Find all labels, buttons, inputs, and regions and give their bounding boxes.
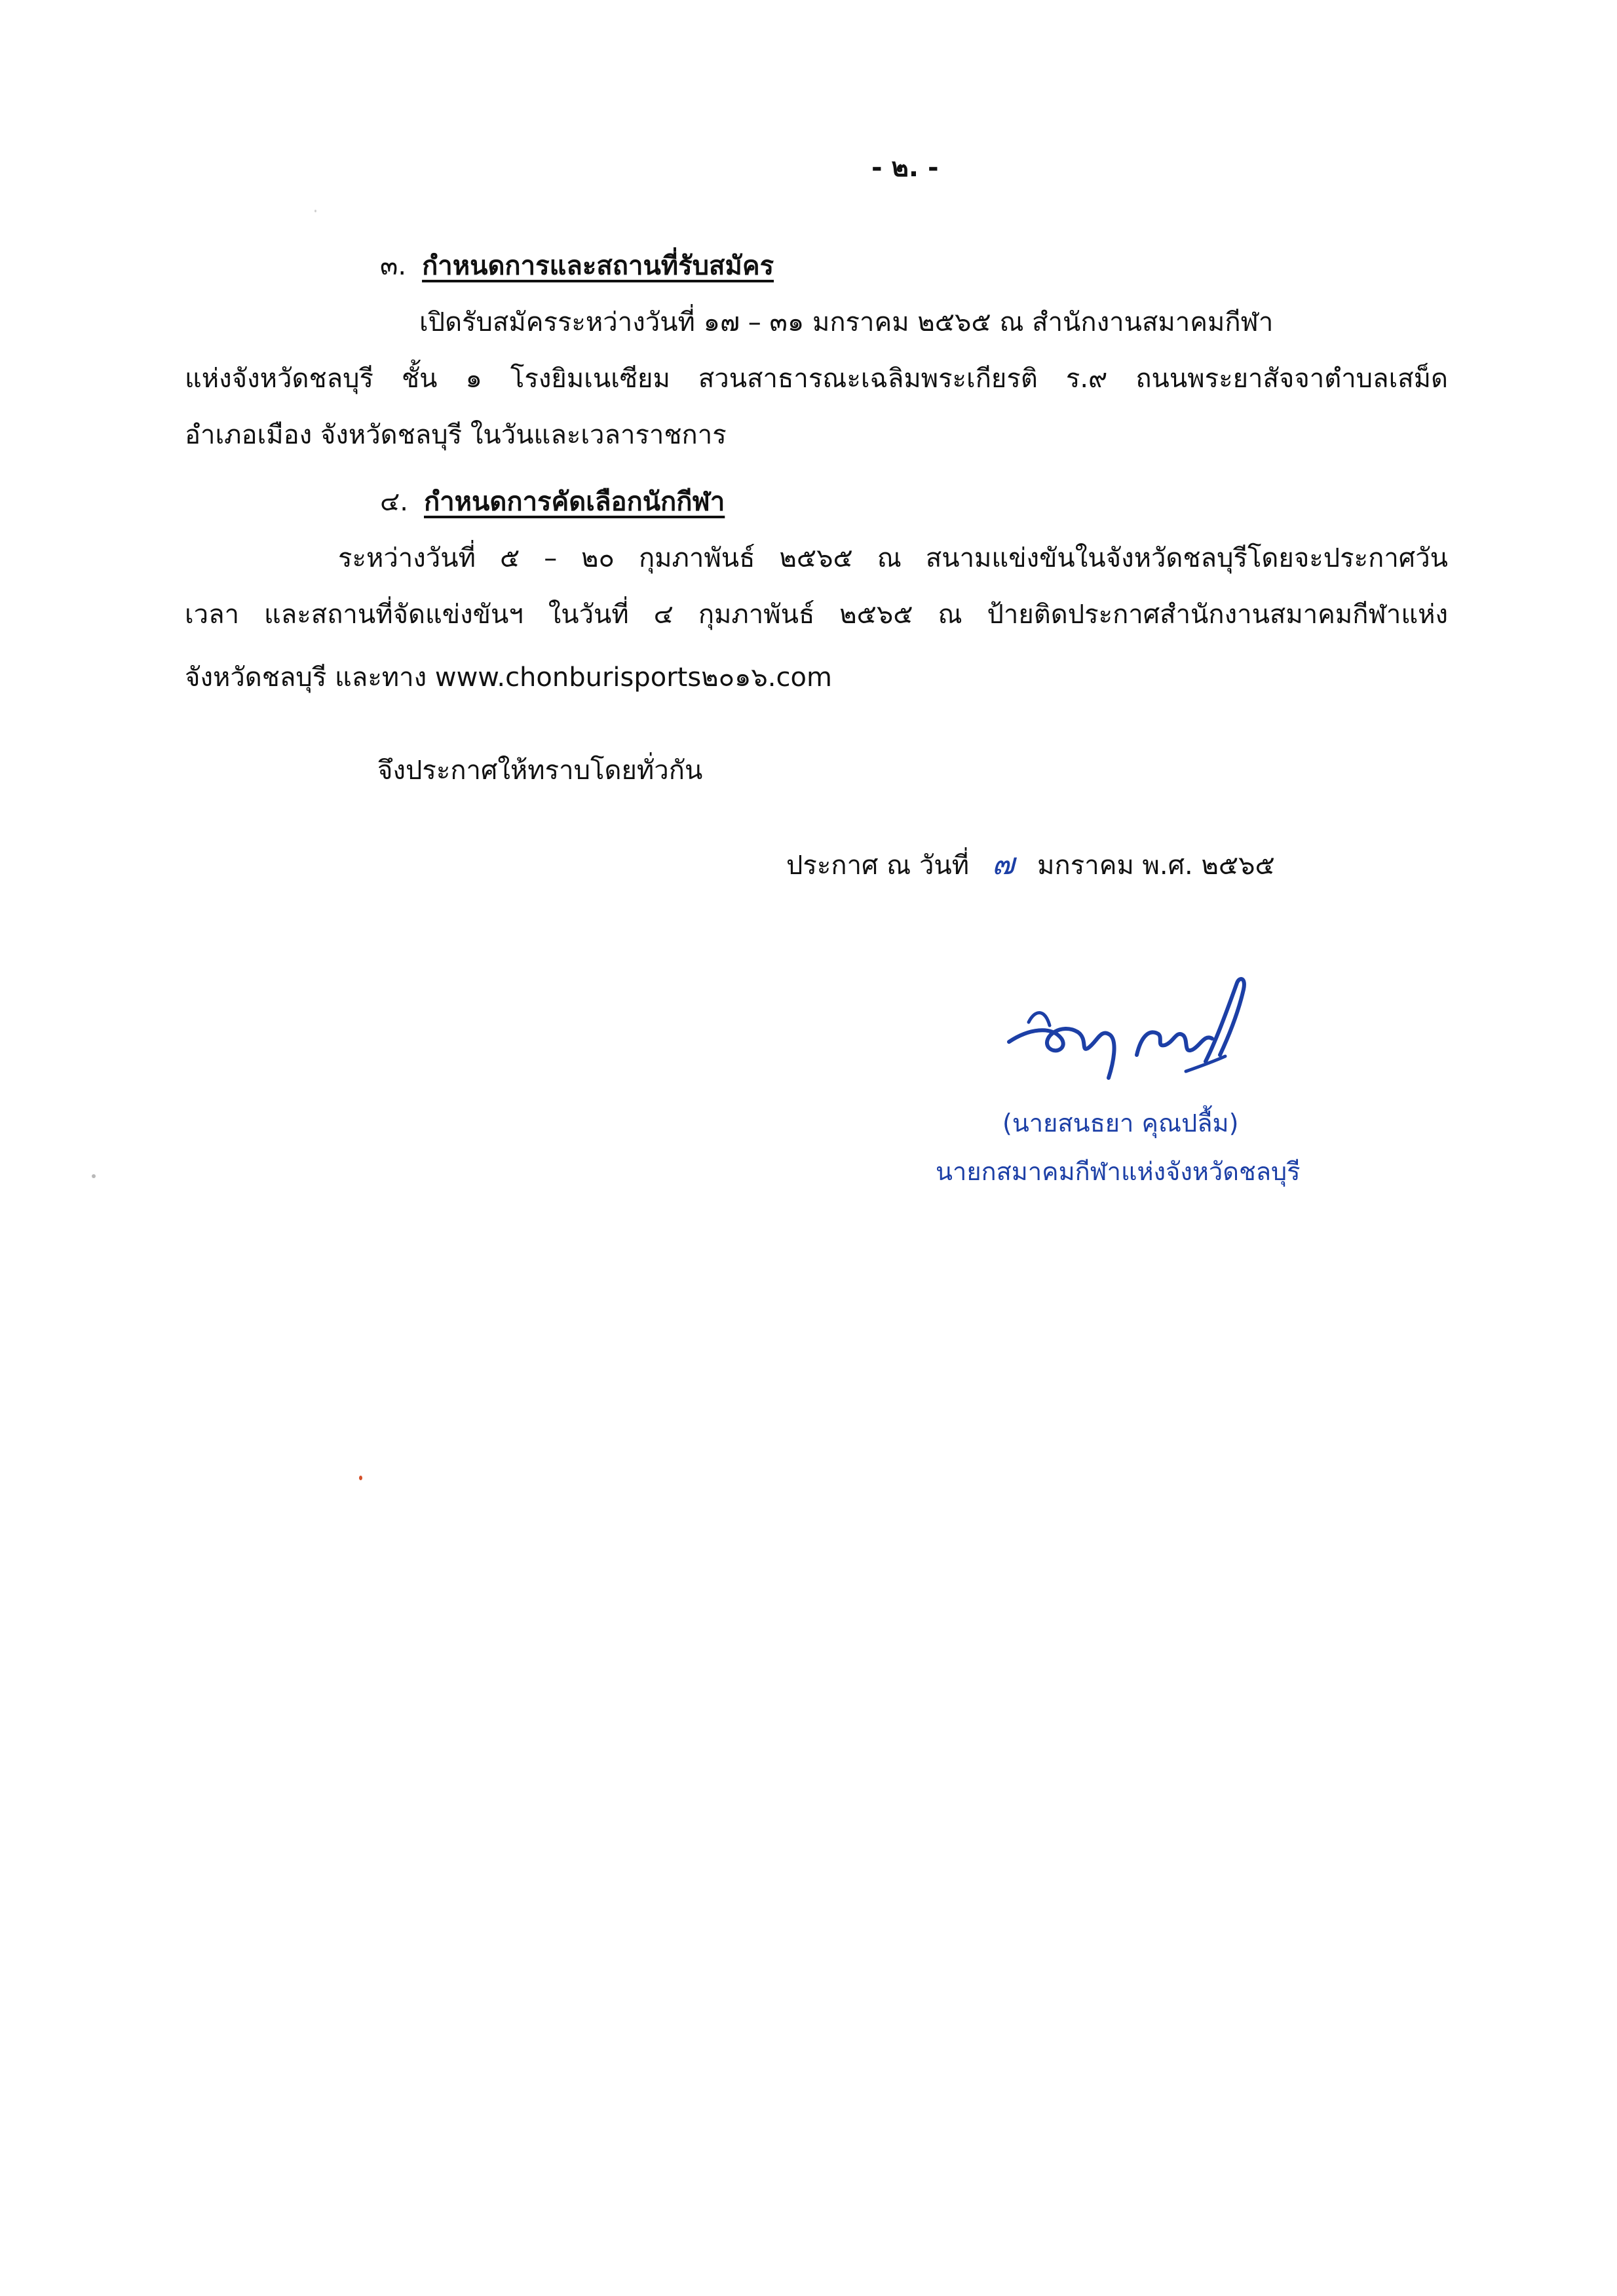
- date-prefix: ประกาศ ณ วันที่: [786, 851, 970, 881]
- section-4-line-2: เวลา และสถานที่จัดแข่งขันฯ ในวันที่ ๔ กุมภาพันธ์ ๒๕๖๕ ณ ป้ายติดประกาศสำนักงานสมาคมกีฬาแห่ง: [185, 600, 1448, 630]
- section-4-heading: [380, 484, 725, 520]
- section-4-number: ๔.: [380, 487, 408, 517]
- scan-speck: [92, 1174, 96, 1178]
- closing-statement: จึงประกาศให้ทราบโดยทั่วกัน: [377, 756, 703, 786]
- scan-speck: [314, 210, 316, 212]
- section-3-line-1: เปิดรับสมัครระหว่างวันที่ ๑๗ – ๓๑ มกราคม ๒๕๖๕ ณ สำนักงานสมาคมกีฬา: [419, 307, 1274, 337]
- section-3-line-2: แห่งจังหวัดชลบุรี ชั้น ๑ โรงยิมเนเซียม สวนสาธารณะเฉลิมพระเกียรติ ร.๙ ถนนพระยาสัจจาตำบลเสม็ด: [185, 364, 1448, 394]
- section-3-line-3: อำเภอเมือง จังหวัดชลบุรี ในวันและเวลาราชการ: [185, 420, 727, 450]
- signatory-position: นายกสมาคมกีฬาแห่งจังหวัดชลบุรี: [936, 1157, 1301, 1186]
- section-4-line-3: จังหวัดชลบุรี และทาง www.chonburisports๒๐๑๖.com: [185, 662, 832, 693]
- section-4-title: กำหนดการคัดเลือกนักกีฬา: [424, 487, 725, 517]
- section-3-title: กำหนดการและสถานที่รับสมัคร: [422, 251, 774, 281]
- announcement-date: [786, 845, 1275, 884]
- signature: [989, 963, 1278, 1120]
- section-3-number: ๓.: [380, 251, 407, 281]
- date-month-year: มกราคม พ.ศ. ๒๕๖๕: [1037, 851, 1275, 881]
- section-3-heading: [380, 248, 774, 284]
- signature-scribble: [989, 963, 1278, 1120]
- signatory-name: (นายสนธยา คุณปลื้ม): [1002, 1109, 1239, 1138]
- section-4-line-1: ระหว่างวันที่ ๕ – ๒๐ กุมภาพันธ์ ๒๕๖๕ ณ สนามแข่งขันในจังหวัดชลบุรีโดยจะประกาศวัน: [338, 543, 1448, 573]
- date-day-handwritten: ๗: [991, 846, 1015, 881]
- scan-speck: [359, 1476, 362, 1480]
- page-number: - ๒. -: [871, 153, 939, 183]
